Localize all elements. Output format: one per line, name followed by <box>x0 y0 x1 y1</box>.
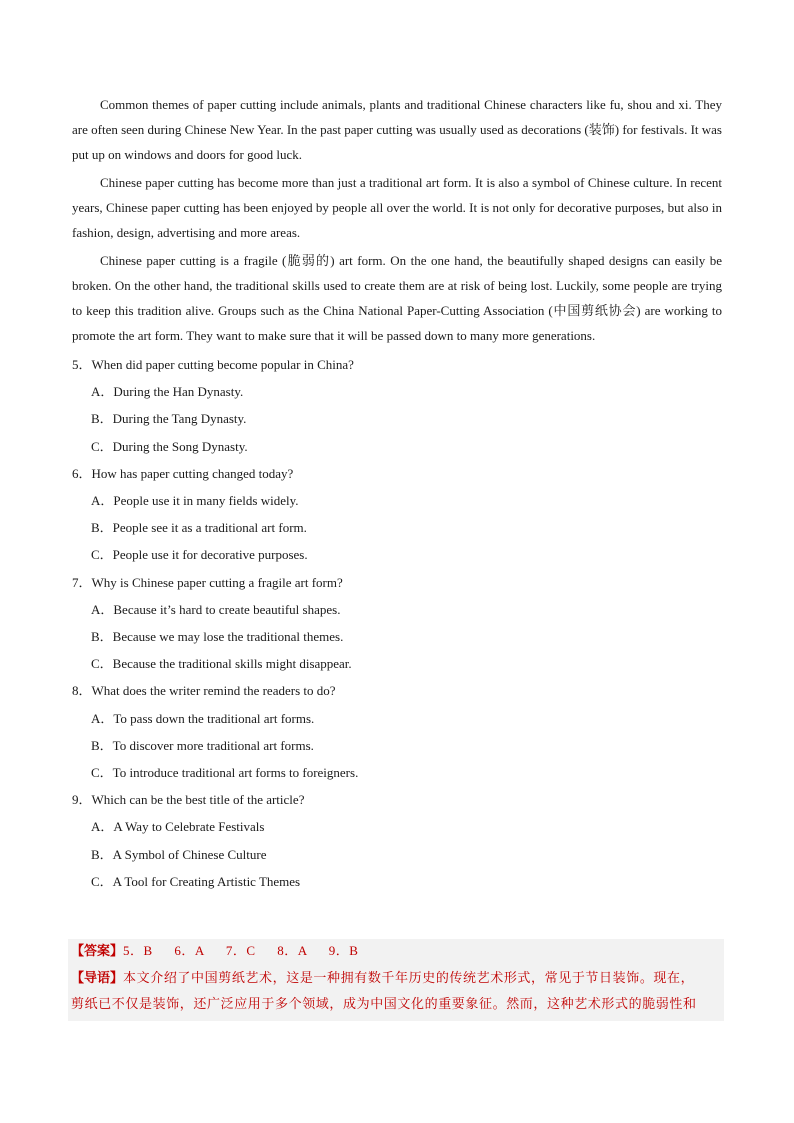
option-a: A．To pass down the traditional art forms. <box>91 710 315 726</box>
option-c: C．To introduce traditional art forms to foreigners. <box>91 765 359 781</box>
answer-line <box>71 940 358 962</box>
guide-line-2 <box>71 991 697 1018</box>
option-c: C．During the Song Dynasty. <box>91 438 248 454</box>
option-b: B．During the Tang Dynasty. <box>91 411 247 427</box>
option-a: A．People use it in many fields widely. <box>91 493 299 509</box>
question-9 <box>72 786 722 895</box>
question-7 <box>72 569 722 678</box>
passage-paragraph-1: Common themes of paper cutting include animals, plants and traditional Chinese characters like fu, shou and xi. They are often seen during Chinese New Year. In the past paper cutting was usually used as decorations (装饰) for festivals. It was put up on windows and doors for good luck. <box>72 97 722 162</box>
option-c: C．People use it for decorative purposes. <box>91 547 308 563</box>
passage-paragraph-2: Chinese paper cutting has become more than just a traditional art form. It is also a symbol of Chinese culture. In recent years, Chinese paper cutting has been enjoyed by people all over the world. It is not only for decorative purposes, but also in fashion, design, advertising and more areas. <box>72 175 722 240</box>
option-b: B．People see it as a traditional art form. <box>91 520 307 536</box>
option-b: B．To discover more traditional art forms. <box>91 737 314 753</box>
guide-label: 【导语】 <box>71 970 124 985</box>
answer-section <box>68 939 724 1021</box>
question-8 <box>72 677 722 786</box>
content-area <box>72 92 722 895</box>
guide-line-1 <box>71 965 694 992</box>
option-a: A．Because it’s hard to create beautiful shapes. <box>91 601 341 617</box>
option-b: B．Because we may lose the traditional themes. <box>91 629 344 645</box>
question-stem: 5．When did paper cutting become popular in China? <box>72 357 354 372</box>
option-c: C．Because the traditional skills might disappear. <box>91 656 352 672</box>
guide-text-2: 剪纸已不仅是装饰，还广泛应用于多个领域，成为中国文化的重要象征。然而，这种艺术形式的脆弱性和 <box>71 997 697 1012</box>
answer-label: 【答案】 <box>71 943 124 958</box>
answer-key: 5．B 6．A 7．C 8．A 9．B <box>123 943 359 958</box>
question-stem: 6．How has paper cutting changed today? <box>72 465 294 481</box>
question-stem: 9．Which can be the best title of the article? <box>72 792 305 808</box>
question-stem: 7．Why is Chinese paper cutting a fragile art form? <box>72 574 343 590</box>
guide-text-1: 本文介绍了中国剪纸艺术，这是一种拥有数千年历史的传统艺术形式，常见于节日装饰。现在， <box>123 971 695 986</box>
question-5 <box>72 351 722 460</box>
option-b: B．A Symbol of Chinese Culture <box>91 846 267 862</box>
question-stem: 8．What does the writer remind the readers to do? <box>72 683 336 699</box>
option-c: C．A Tool for Creating Artistic Themes <box>91 873 301 889</box>
option-a: A．A Way to Celebrate Festivals <box>91 819 265 835</box>
passage-paragraph-3: Chinese paper cutting is a fragile (脆弱的) art form. On the one hand, the beautifully shaped designs can easily be broken. On the other hand, the traditional skills used to create them are at risk of being lost. Luckily, some people are trying to keep this tradition alive. Groups such as the China National Paper-Cutting Association (中国剪纸协会) are working to promote the art form. They want to make sure that it will be passed down to many more generations. <box>72 253 722 343</box>
question-6 <box>72 460 722 569</box>
option-a: A．During the Han Dynasty. <box>91 384 244 400</box>
